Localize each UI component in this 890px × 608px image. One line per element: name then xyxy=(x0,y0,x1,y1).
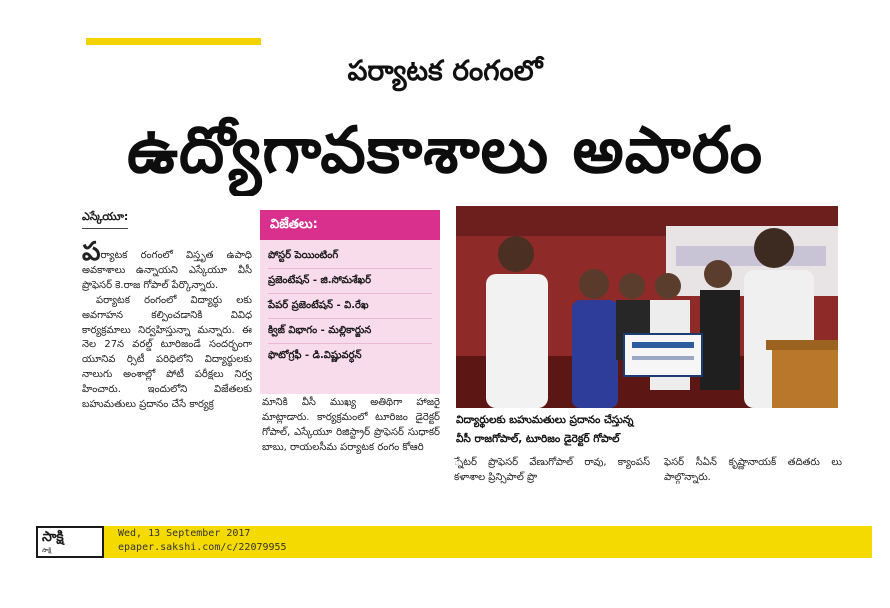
caption-line-2: వీసీ రాజగోపాల్, టూరిజం డైరెక్టర్ గోపాల్ xyxy=(456,433,620,445)
top-yellow-rule xyxy=(86,38,261,45)
logo-wordmark: సాక్షి xyxy=(42,529,64,545)
paragraph-1-text: ర్యాటక రంగంలో విస్తృత ఉపాధి అవకాశాలు ఉన్నాయని ఎస్కేయూ వీసీ ప్రొఫెసర్ కె.రాజ గోపాల్ పేర్కొన్నారు. xyxy=(82,250,252,291)
winners-title: విజేతలు: xyxy=(260,210,440,240)
winner-row: ఫొటోగ్రఫీ - డి.విష్ణువర్ధన్ xyxy=(268,350,362,361)
logo-subtitle: సాక్షి xyxy=(42,547,52,554)
winner-row: ప్రజెంటేషన్ - జి.సోమశేఖర్ xyxy=(268,269,432,294)
headline: ఉద్యోగావకాశాలు అపారం xyxy=(126,114,764,188)
article-column-1 xyxy=(82,237,252,413)
paragraph-2: పర్యాటక రంగంలో విద్యార్థు లకు అవగాహన కల్పించడానికి వివిధ కార్యక్రమాలు నిర్వహిస్తున్నా మన్నారు. ఈ నెల 27న వరల్డ్ టూరిజండే సందర్భంగా యూనివ ర్సిటీ పరిధిలోని విద్యార్థులకు నాలుగు అంశాల్లో పోటీ పరీక్షలు నిర్వ హించారు. ఇందులోని విజేతలకు బహుమతులు ప్రదానం చేసే కార్యక్ర xyxy=(82,294,252,411)
event-photo xyxy=(456,206,838,408)
article-column-3: ్నేటర్ ప్రొఫెసర్ వేణుగోపాల్ రావు, క్యాంపస్ కళాశాల ప్రిన్సిపాల్ ప్రొ xyxy=(454,457,650,483)
byline: ఎస్కేయూ: xyxy=(82,210,128,229)
photo-caption xyxy=(456,411,840,449)
headline-kicker: పర్యాటక రంగంలో xyxy=(347,54,543,87)
winner-row: క్విజ్ విభాగం - మల్లికార్జున xyxy=(268,319,432,344)
drop-cap: ప xyxy=(82,237,101,267)
event-photo-illustration xyxy=(456,206,838,408)
article-column-4: ఫెసర్ సీఏన్ కృష్ణానాయక్ తదితరు లు పాల్గొన్నారు. xyxy=(664,457,842,483)
sakshi-logo xyxy=(36,526,104,558)
winners-list xyxy=(260,240,440,394)
epaper-footer xyxy=(36,526,872,558)
paragraph-1 xyxy=(82,237,252,294)
article-column-2: మానికి వీసీ ముఖ్య అతిథిగా హాజరై మాట్లాడారు. కార్యక్రమంలో టూరిజం డైరెక్టర్ గోపాల్, ఎస్కేయూ రిజిస్ట్రార్ ప్రొఫెసర్ సుధాకర్ బాబు, రాయలసీమ పర్యాటక రంగం కోఆరి xyxy=(262,397,440,453)
winners-box xyxy=(260,210,440,390)
publication-date: Wed, 13 September 2017 xyxy=(118,528,251,539)
epaper-url[interactable]: epaper.sakshi.com/c/22079955 xyxy=(118,542,287,553)
caption-line-1: విద్యార్థులకు బహుమతులు ప్రదానం చేస్తున్న xyxy=(456,414,634,426)
winner-row: పేపర్ ప్రజెంటేషన్ - వి.రేఖ xyxy=(268,294,432,319)
winner-row: పోస్టర్ పెయింటింగ్ xyxy=(268,244,432,269)
